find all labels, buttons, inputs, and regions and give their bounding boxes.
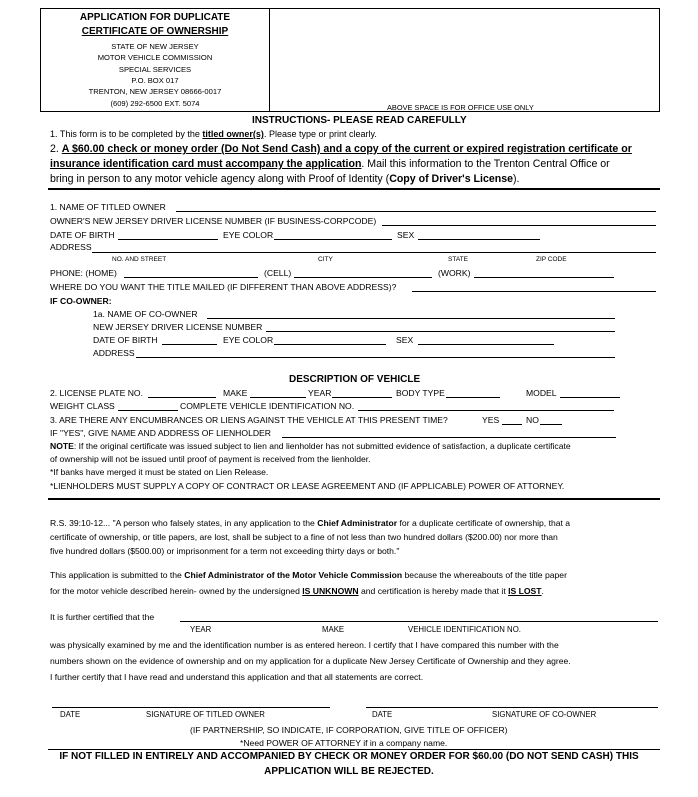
instructions-title: INSTRUCTIONS- PLEASE READ CAREFULLY xyxy=(252,115,467,126)
body-type-label: BODY TYPE xyxy=(396,388,445,398)
year-field[interactable] xyxy=(332,397,392,398)
owner-eye-field[interactable] xyxy=(274,239,392,240)
submission-line2: for the motor vehicle described herein- owned by the undersigned IS UNKNOWN and certification is hereby made that it IS LOST. xyxy=(50,586,544,596)
liens-yes-label: YES xyxy=(482,415,500,425)
coowner-date-caption: DATE xyxy=(372,710,393,719)
rejection-warning-line2: APPLICATION WILL BE REJECTED. xyxy=(264,766,434,777)
coowner-dob-label: DATE OF BIRTH xyxy=(93,335,158,345)
cert-year-caption: YEAR xyxy=(190,625,212,634)
phone-cell-label: (CELL) xyxy=(264,268,292,278)
submission-line1: This application is submitted to the Chief Administrator of the Motor Vehicle Commission because the whereabouts of the title paper xyxy=(50,570,567,580)
phone-home-field[interactable] xyxy=(124,277,258,278)
header-box xyxy=(40,8,660,112)
coowner-address-field[interactable] xyxy=(136,357,615,358)
agency-name: MOTOR VEHICLE COMMISSION xyxy=(97,53,213,62)
phone-cell-field[interactable] xyxy=(294,277,432,278)
coowner-name-label: 1a. NAME OF CO-OWNER xyxy=(93,309,198,319)
owner-sex-label: SEX xyxy=(397,230,415,240)
lien-note-line2: of ownership will not be issued until proof of payment is received from the lienholder. xyxy=(50,454,371,464)
agency-pobox: P.O. BOX 017 xyxy=(131,76,179,85)
instruction-2-line2: insurance identification card must accompany the application. Mail this information to the Trenton Central Office or xyxy=(50,158,610,170)
address-state-caption: STATE xyxy=(448,256,468,263)
address-zip-caption: ZIP CODE xyxy=(536,256,567,263)
coowner-signature-caption: SIGNATURE OF CO-OWNER xyxy=(492,710,597,719)
instruction-2-line3: bring in person to any motor vehicle agency along with Proof of Identity (Copy of Driver's License). xyxy=(50,173,520,185)
owner-date-caption: DATE xyxy=(60,710,81,719)
title-mailed-field[interactable] xyxy=(412,291,656,292)
coowner-eye-field[interactable] xyxy=(274,344,386,345)
agency-state: STATE OF NEW JERSEY xyxy=(111,42,199,51)
owner-signature-caption: SIGNATURE OF TITLED OWNER xyxy=(146,710,265,719)
coowner-address-label: ADDRESS xyxy=(93,348,135,358)
warning-divider xyxy=(48,749,660,750)
owner-license-field[interactable] xyxy=(382,225,656,226)
phone-work-label: (WORK) xyxy=(438,268,471,278)
instruction-2-line1: 2. A $60.00 check or money order (Do Not Send Cash) and a copy of the current or expired registration certificate or xyxy=(50,143,632,155)
address-street-caption: NO. AND STREET xyxy=(112,256,167,263)
owner-name-label: 1. NAME OF TITLED OWNER xyxy=(50,202,166,212)
lien-note-line1: NOTE: If the original certificate was issued subject to lien and lienholder has not submitted evidence of satisfaction, a duplicate certificate xyxy=(50,441,571,451)
agency-phone: (609) 292-6500 EXT. 5074 xyxy=(110,99,200,108)
owner-address-field[interactable] xyxy=(92,252,656,253)
coowner-license-field[interactable] xyxy=(266,331,615,332)
vin-label: COMPLETE VEHICLE IDENTIFICATION NO. xyxy=(180,401,355,411)
make-field[interactable] xyxy=(250,397,306,398)
certification-line3: I further certify that I have read and understand this application and that all statements are correct. xyxy=(50,672,424,682)
power-of-attorney-note: *Need POWER OF ATTORNEY if in a company name. xyxy=(240,738,448,748)
instruction-1: 1. This form is to be completed by the titled owner(s). Please type or print clearly. xyxy=(50,129,377,139)
liens-no-field[interactable] xyxy=(540,424,562,425)
form-title: APPLICATION FOR DUPLICATE xyxy=(79,12,231,23)
banks-merged-note: *If banks have merged it must be stated on Lien Release. xyxy=(50,467,269,477)
owner-name-field[interactable] xyxy=(176,211,656,212)
cert-make-caption: MAKE xyxy=(322,625,345,634)
plate-field[interactable] xyxy=(148,397,216,398)
phone-work-field[interactable] xyxy=(474,277,614,278)
vehicle-certification-field[interactable] xyxy=(180,621,658,622)
owner-dob-field[interactable] xyxy=(118,239,218,240)
owner-dob-label: DATE OF BIRTH xyxy=(50,230,115,240)
coowner-eye-label: EYE COLOR xyxy=(223,335,274,345)
statute-line3: five hundred dollars ($500.00) or imprisonment for a term not exceeding thirty days or both." xyxy=(50,546,400,556)
coowner-sex-label: SEX xyxy=(396,335,414,345)
liens-question: 3. ARE THERE ANY ENCUMBRANCES OR LIENS AGAINST THE VEHICLE AT THIS PRESENT TIME? xyxy=(50,415,448,425)
office-use-note: ABOVE SPACE IS FOR OFFICE USE ONLY xyxy=(387,103,534,112)
owner-address-label: ADDRESS xyxy=(50,242,92,252)
coowner-license-label: NEW JERSEY DRIVER LICENSE NUMBER xyxy=(93,322,263,332)
phone-home-label: PHONE: (HOME) xyxy=(50,268,117,278)
coowner-sex-field[interactable] xyxy=(418,344,554,345)
if-coowner-heading: IF CO-OWNER: xyxy=(50,296,112,306)
weight-class-field[interactable] xyxy=(118,410,178,411)
owner-license-label: OWNER'S NEW JERSEY DRIVER LICENSE NUMBER (IF BUSINESS-CORPCODE) xyxy=(50,216,377,226)
owner-signature-field[interactable] xyxy=(52,707,330,708)
weight-class-label: WEIGHT CLASS xyxy=(50,401,115,411)
liens-yes-field[interactable] xyxy=(502,424,522,425)
lienholder-field[interactable] xyxy=(282,437,616,438)
certification-intro: It is further certified that the xyxy=(50,612,155,622)
title-mailed-label: WHERE DO YOU WANT THE TITLE MAILED (IF DIFFERENT THAN ABOVE ADDRESS)? xyxy=(50,282,397,292)
lienholders-note: *LIENHOLDERS MUST SUPPLY A COPY OF CONTRACT OR LEASE AGREEMENT AND (IF APPLICABLE) POWER OF ATTORNEY. xyxy=(50,481,565,491)
statute-line2: certificate of ownership, or title papers, are lost, shall be subject to a fine of not less than two hundred dollars ($200.00) nor more than xyxy=(50,532,558,542)
vehicle-section-title: DESCRIPTION OF VEHICLE xyxy=(289,374,421,385)
section-divider xyxy=(48,188,660,190)
owner-eye-label: EYE COLOR xyxy=(223,230,274,240)
statute-line1: R.S. 39:10-12... "A person who falsely states, in any application to the Chief Administrator for a duplicate certificate of ownership, that a xyxy=(50,518,571,528)
agency-dept: SPECIAL SERVICES xyxy=(118,65,192,74)
rejection-warning-line1: IF NOT FILLED IN ENTIRELY AND ACCOMPANIED BY CHECK OR MONEY ORDER FOR $60.00 (DO NOT SEND CASH) THIS xyxy=(59,751,639,762)
agency-city: TRENTON, NEW JERSEY 08666-0017 xyxy=(88,87,222,96)
lienholder-label: IF "YES", GIVE NAME AND ADDRESS OF LIENHOLDER xyxy=(50,428,271,438)
form-subtitle: CERTIFICATE OF OWNERSHIP xyxy=(81,26,229,37)
liens-no-label: NO xyxy=(526,415,539,425)
coowner-name-field[interactable] xyxy=(207,318,615,319)
partnership-note: (IF PARTNERSHIP, SO INDICATE, IF CORPORATION, GIVE TITLE OF OFFICER) xyxy=(190,725,508,735)
coowner-dob-field[interactable] xyxy=(162,344,217,345)
year-label: YEAR xyxy=(308,388,332,398)
model-label: MODEL xyxy=(526,388,557,398)
plate-label: 2. LICENSE PLATE NO. xyxy=(50,388,143,398)
certification-line2: numbers shown on the evidence of ownership and on my application for a duplicate New Jersey Certificate of Ownership and they agree. xyxy=(50,656,571,666)
make-label: MAKE xyxy=(223,388,248,398)
body-type-field[interactable] xyxy=(446,397,500,398)
certification-line1: was physically examined by me and the identification number is as entered hereon. I certify that I have compared this number with the xyxy=(50,640,559,650)
owner-sex-field[interactable] xyxy=(418,239,540,240)
section-divider-2 xyxy=(48,498,660,500)
model-field[interactable] xyxy=(560,397,620,398)
coowner-signature-field[interactable] xyxy=(366,707,658,708)
cert-vin-caption: VEHICLE IDENTIFICATION NO. xyxy=(408,625,521,634)
address-city-caption: CITY xyxy=(318,256,333,263)
vin-field[interactable] xyxy=(358,410,614,411)
agency-block xyxy=(41,9,270,111)
